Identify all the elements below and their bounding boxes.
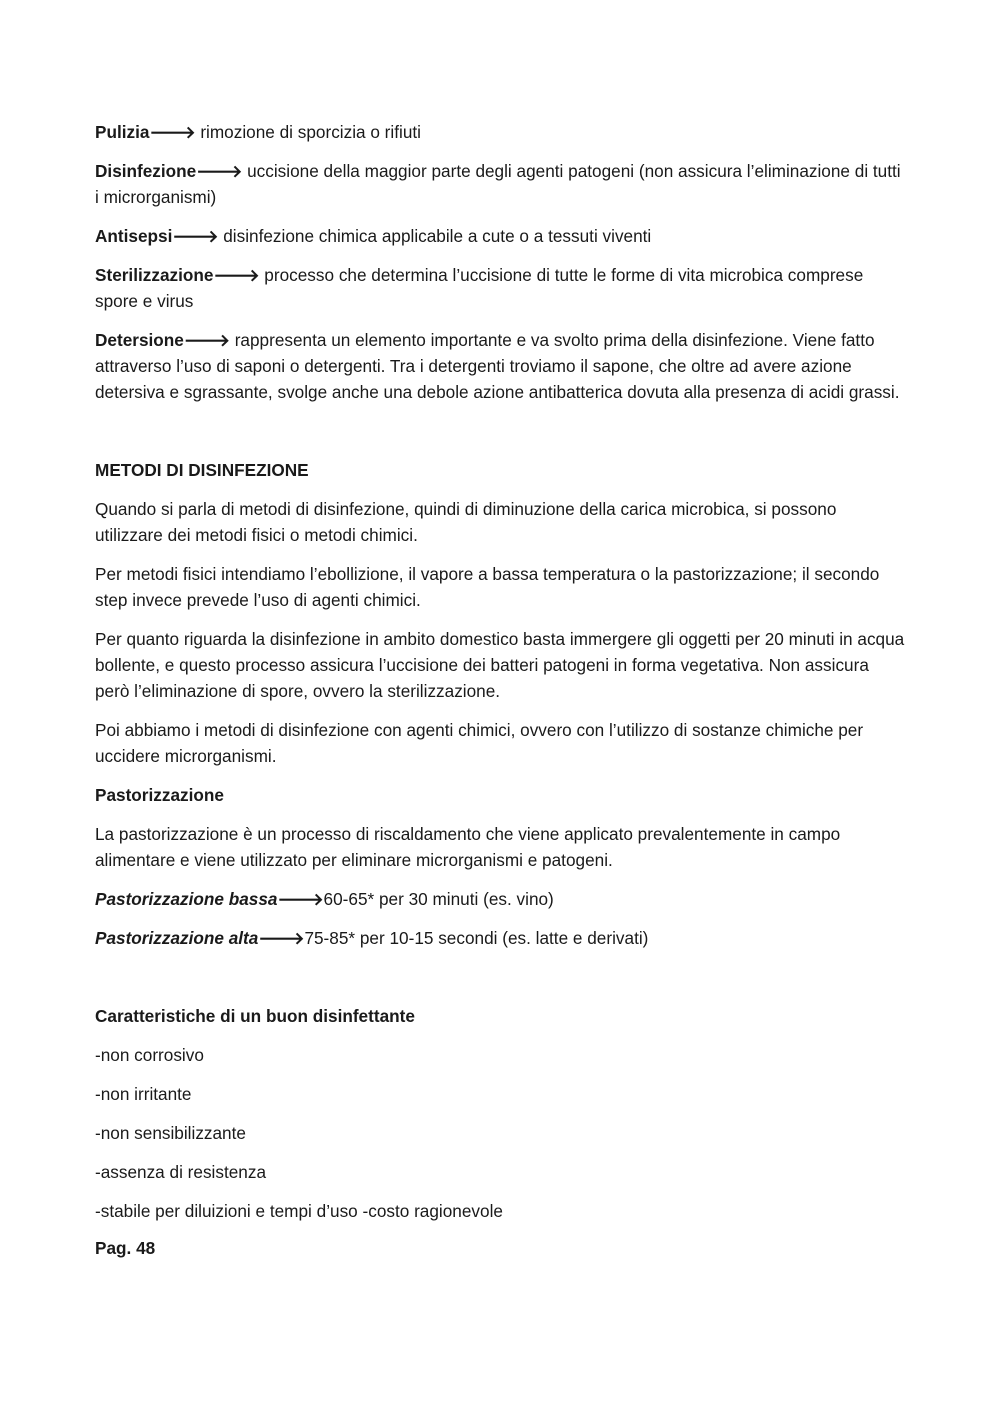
definition-detersione [95,327,905,405]
methods-paragraph: Quando si parla di metodi di disinfezione, quindi di diminuzione della carica microbica, si possono utilizzare dei metodi fisici o metodi chimici. [95,499,837,545]
definition-text: 60-65* per 30 minuti (es. vino) [323,889,554,909]
definition-sterilizzazione [95,262,905,314]
methods-paragraph: Per metodi fisici intendiamo l’ebollizione, il vapore a bassa temperatura o la pastorizzazione; il secondo step invece prevede l’uso di agenti chimici. [95,564,880,610]
right-arrow-icon: 🡒 [196,161,243,181]
list-item: -non corrosivo [95,1045,204,1065]
definition-text: 75-85* per 10-15 secondi (es. latte e derivati) [304,928,649,948]
right-arrow-icon: 🡒 [213,265,260,285]
right-arrow-icon: 🡒 [172,226,219,246]
list-item: -non sensibilizzante [95,1123,246,1143]
term-label: Pulizia [95,122,150,142]
list-item: -assenza di resistenza [95,1162,267,1182]
right-arrow-icon: 🡒 [258,928,305,948]
disinfectant-heading: Caratteristiche di un buon disinfettante [95,1006,415,1026]
definition-text: rappresenta un elemento importante e va svolto prima della disinfezione. Viene fatto attraverso l’uso di saponi o detergenti. Tra i detergenti troviamo il sapone, che oltre ad avere azione detersiva e sgrassante, svolge anche una debole azione antibatterica dovuta alla presenza di acidi grassi. [95,330,900,402]
list-item: -stabile per diluizioni e tempi d’uso -costo ragionevole [95,1201,503,1221]
pasteurization-text: La pastorizzazione è un processo di riscaldamento che viene applicato prevalentemente in campo alimentare e viene utilizzato per eliminare microrganismi e patogeni. [95,824,841,870]
definition-text: processo che determina l’uccisione di tutte le forme di vita microbica comprese spore e virus [95,265,864,311]
term-label: Detersione [95,330,184,350]
page-number: Pag. 48 [95,1238,156,1258]
term-label: Disinfezione [95,161,197,181]
definition-pulizia [95,119,905,145]
right-arrow-icon: 🡒 [149,122,196,142]
right-arrow-icon: 🡒 [277,889,324,909]
definition-disinfezione [95,158,905,210]
pasteurization-high [95,925,905,951]
term-label: Sterilizzazione [95,265,214,285]
term-label: Antisepsi [95,226,173,246]
methods-heading: METODI DI DISINFEZIONE [95,460,309,480]
term-label: Pastorizzazione bassa [95,889,278,909]
pasteurization-low [95,886,905,912]
definition-text: rimozione di sporcizia o rifiuti [195,122,421,142]
definition-antisepsi [95,223,905,249]
methods-paragraph: Poi abbiamo i metodi di disinfezione con agenti chimici, ovvero con l’utilizzo di sostanze chimiche per uccidere microrganismi. [95,720,864,766]
definition-text: disinfezione chimica applicabile a cute o a tessuti viventi [218,226,652,246]
pasteurization-heading: Pastorizzazione [95,785,224,805]
section-spacer [95,964,905,1003]
methods-paragraph: Per quanto riguarda la disinfezione in ambito domestico basta immergere gli oggetti per 20 minuti in acqua bollente, e questo processo assicura l’uccisione dei batteri patogeni in forma vegetativa. Non assicura però l’eliminazione di spore, ovvero la sterilizzazione. [95,629,905,701]
term-label: Pastorizzazione alta [95,928,259,948]
list-item: -non irritante [95,1084,192,1104]
right-arrow-icon: 🡒 [183,330,230,350]
section-spacer [95,418,905,457]
definition-text: uccisione della maggior parte degli agenti patogeni (non assicura l’eliminazione di tutti i microrganismi) [95,161,901,207]
document-page [95,119,905,1278]
